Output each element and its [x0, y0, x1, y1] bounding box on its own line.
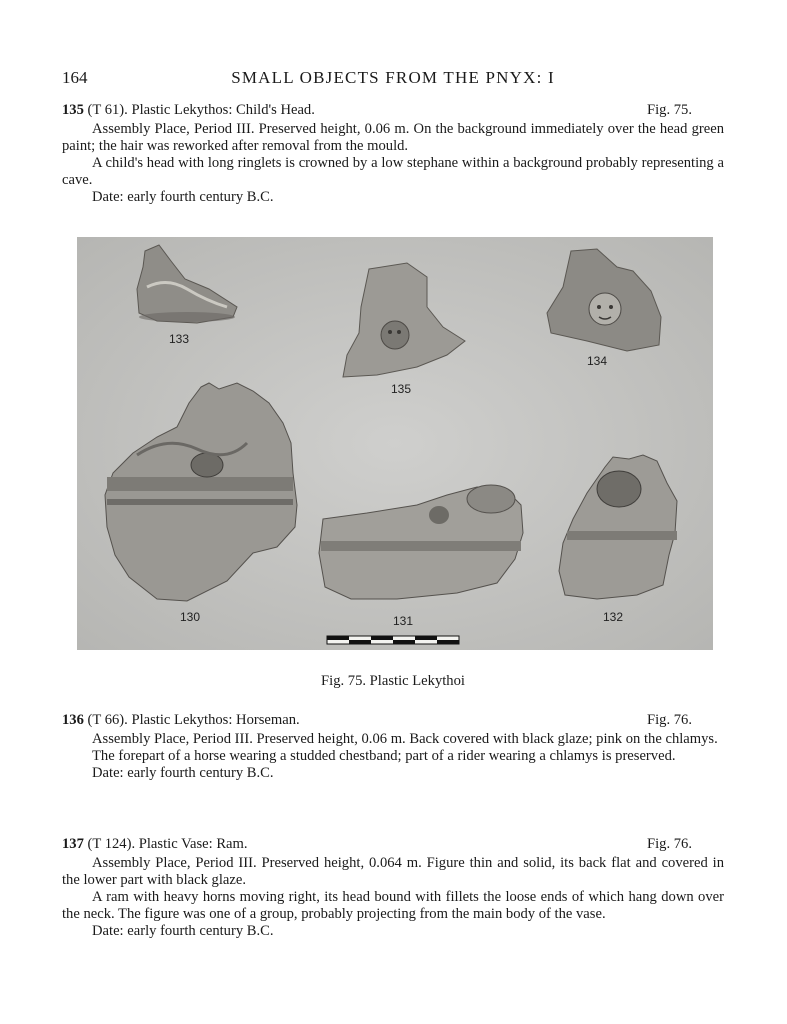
plate-label: 133 [168, 332, 190, 346]
entry-paragraph: Assembly Place, Period III. Preserved height, 0.06 m. On the background immediately over the head green paint; the hair was reworked after removal from the mould. [62, 121, 724, 154]
entry-date [62, 923, 724, 940]
entry-title: Plastic Lekythos: Horseman. [131, 712, 300, 728]
date-era: B.C. [246, 189, 274, 205]
scale-bar [327, 636, 459, 644]
entry-paragraph: Assembly Place, Period III. Preserved height, 0.064 m. Figure thin and solid, its back flat and covered in the lower part with black glaze. [62, 855, 724, 888]
date-era: B.C. [246, 765, 274, 781]
catalog-entry-136 [62, 712, 724, 782]
entry-number: 136 [62, 712, 84, 728]
entry-title: Plastic Vase: Ram. [138, 836, 248, 852]
catalog-entry-137 [62, 836, 724, 940]
running-title: SMALL OBJECTS FROM THE PNYX: I [231, 68, 555, 87]
entry-paragraph: Assembly Place, Period III. Preserved height, 0.06 m. Back covered with black glaze; pink on the chlamys. [92, 731, 718, 747]
entry-paragraph: The forepart of a horse wearing a studded chestband; part of a rider wearing a chlamys is preserved. [92, 748, 676, 764]
plate-label: 132 [602, 610, 624, 624]
date-label: Date: early fourth century [92, 765, 244, 781]
figure-plate [77, 237, 713, 650]
entry-catalog: (T 61). [87, 102, 128, 118]
figure-reference[interactable]: Fig. 76. [646, 712, 692, 728]
entry-paragraph: A child's head with long ringlets is crowned by a low stephane within a background probably representing a cave. [62, 155, 724, 188]
date-label: Date: early fourth century [92, 189, 244, 205]
entry-heading [62, 712, 724, 731]
entry-paragraph: A ram with heavy horns moving right, its head bound with fillets the loose ends of which hang down over the neck. The figure was one of a group, probably projecting from the main body of the vase. [62, 889, 724, 922]
date-era: B.C. [246, 923, 274, 939]
entry-date [62, 189, 724, 206]
plate-label: 134 [586, 354, 608, 368]
entry-title: Plastic Lekythos: Child's Head. [131, 102, 315, 118]
figure-reference[interactable]: Fig. 76. [646, 836, 692, 852]
entry-heading [62, 836, 724, 855]
entry-number: 135 [62, 102, 84, 118]
catalog-entry-135 [62, 102, 724, 206]
entry-catalog: (T 124). [87, 836, 136, 852]
page-number: 164 [62, 68, 88, 87]
plate-label: 131 [392, 614, 414, 628]
date-label: Date: early fourth century [92, 923, 244, 939]
plate-label: 135 [390, 382, 412, 396]
plate-photograph [77, 237, 713, 650]
entry-number: 137 [62, 836, 84, 852]
entry-catalog: (T 66). [87, 712, 128, 728]
figure-reference[interactable]: Fig. 75. [646, 102, 692, 118]
figure-caption: Fig. 75. Plastic Lekythoi [321, 673, 465, 689]
entry-date [62, 765, 724, 782]
entry-heading [62, 102, 724, 121]
plate-label: 130 [179, 610, 201, 624]
